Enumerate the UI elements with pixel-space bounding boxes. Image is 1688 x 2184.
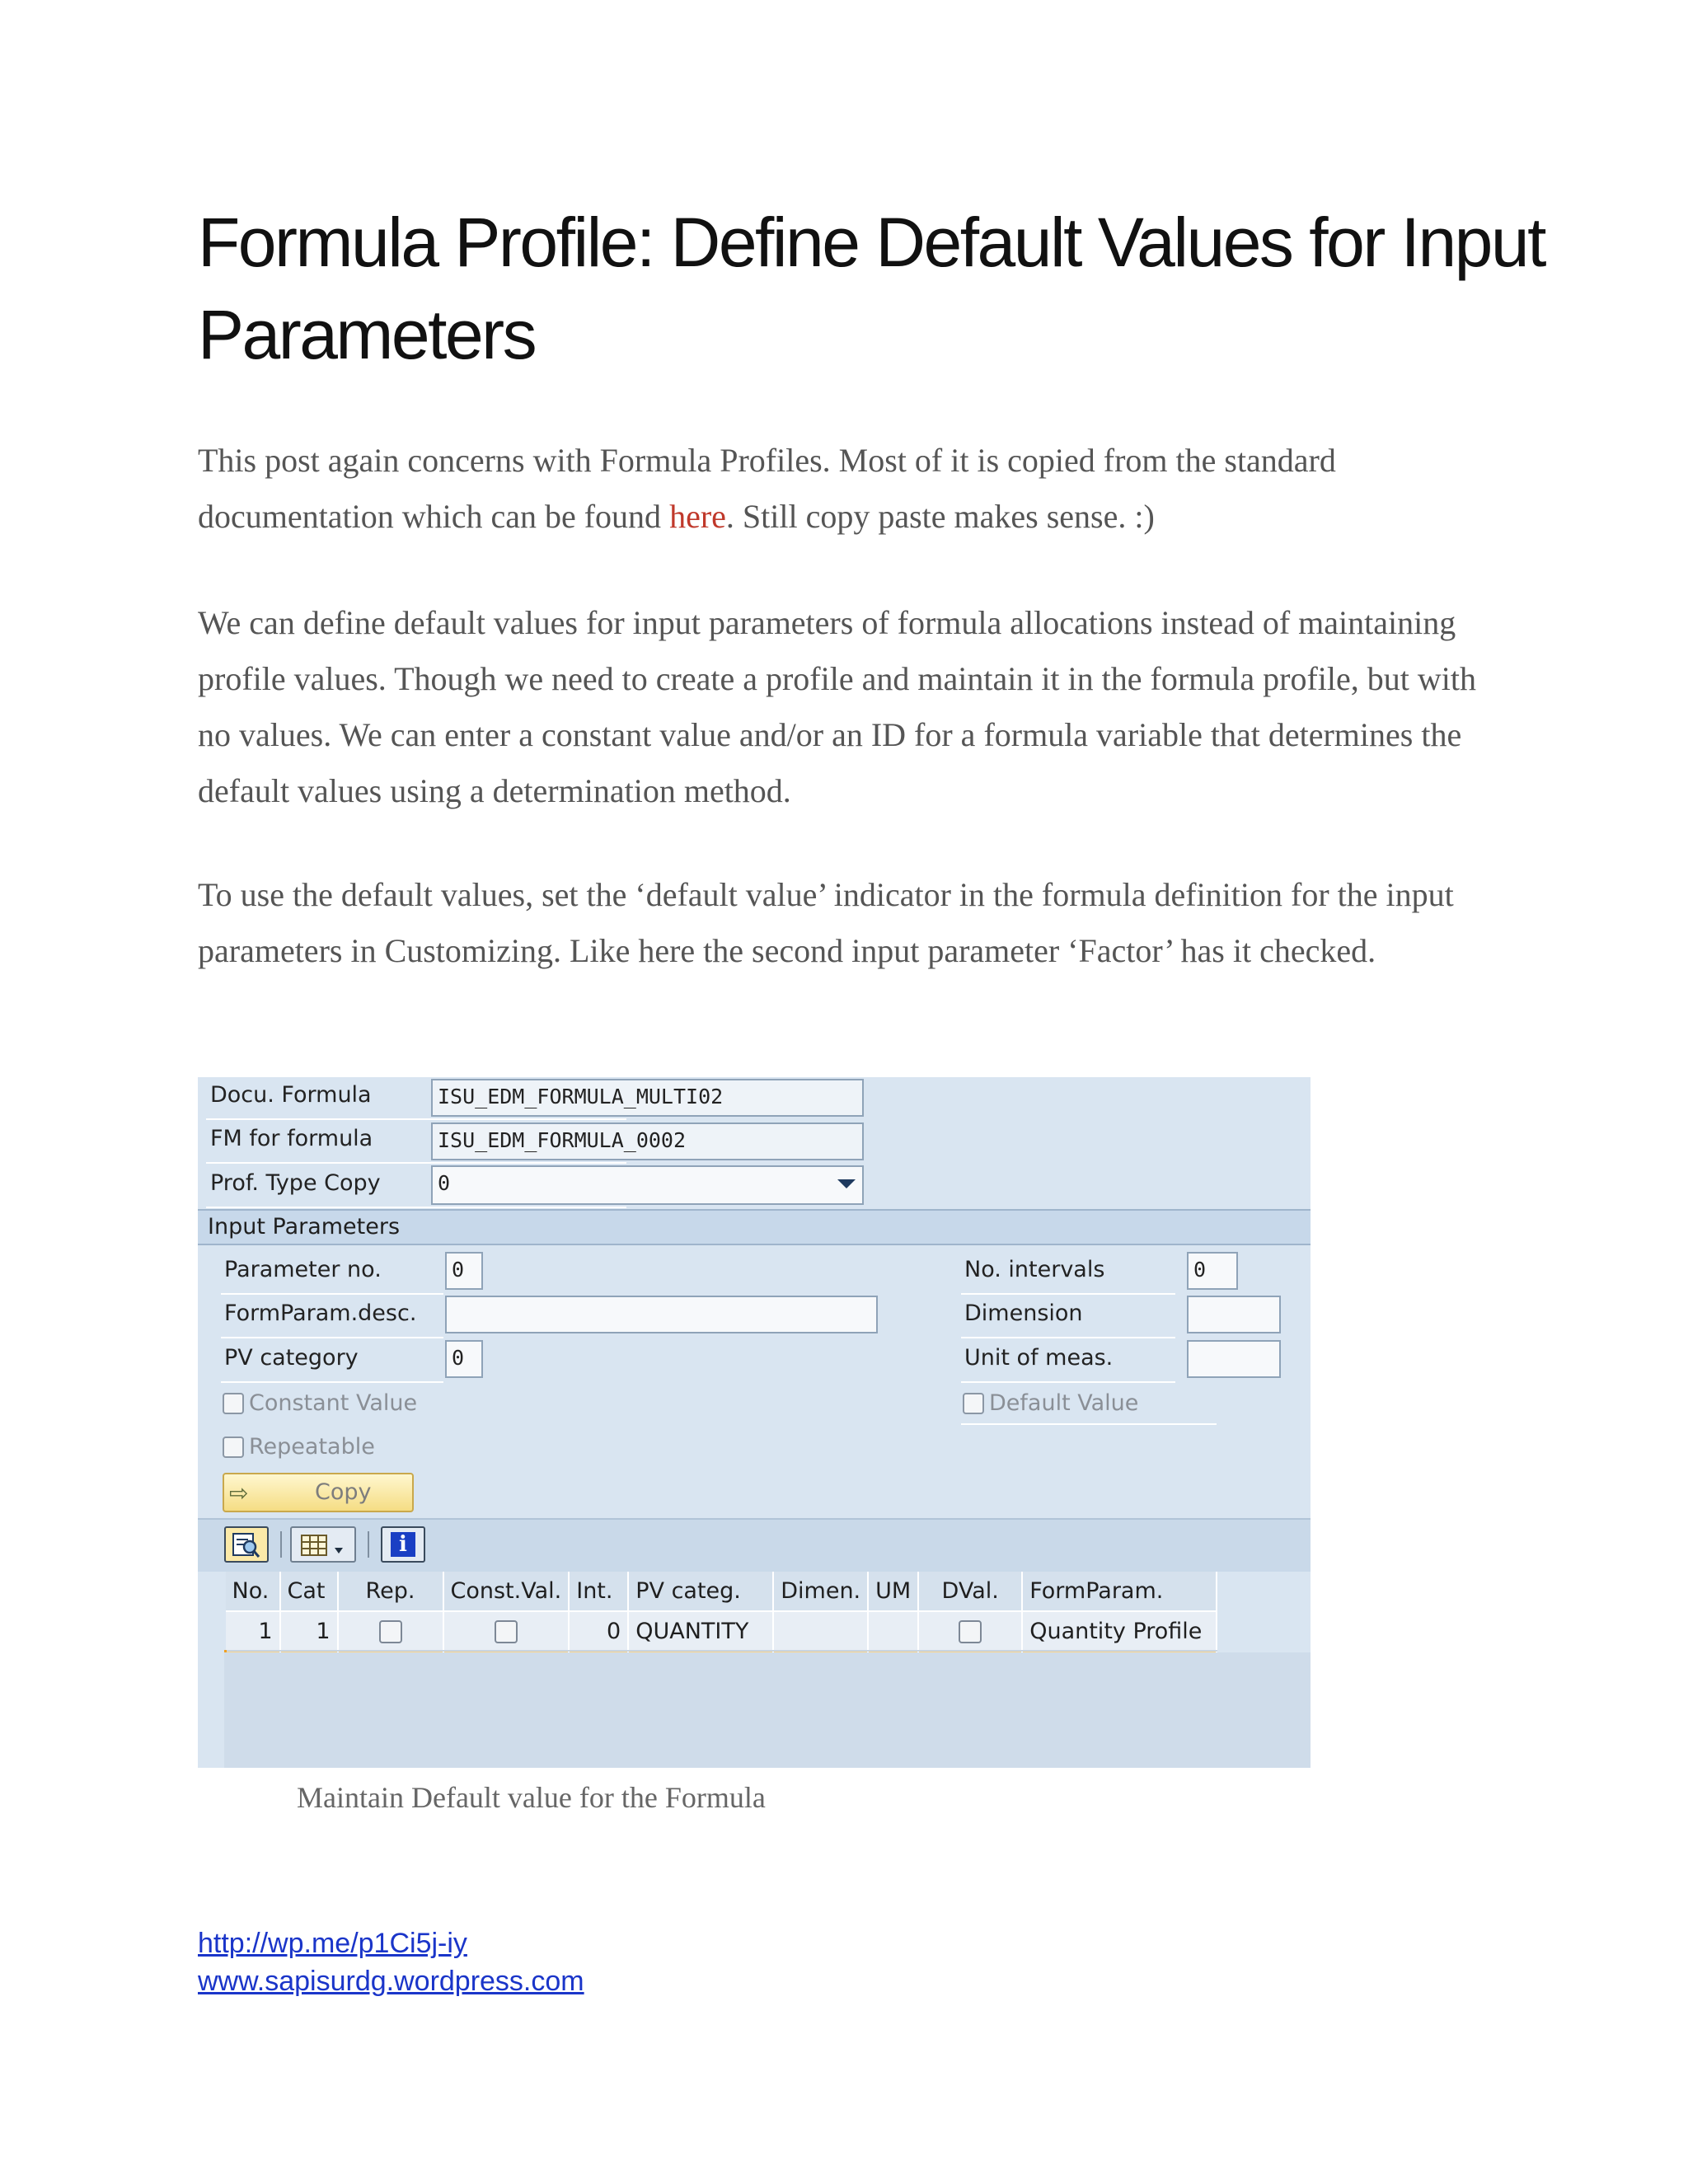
details-button[interactable] xyxy=(224,1526,269,1563)
cell-dimen xyxy=(773,1611,868,1651)
info-button[interactable] xyxy=(381,1526,425,1563)
col-header-no[interactable]: No. xyxy=(226,1572,280,1611)
default-value-checkbox[interactable] xyxy=(963,1393,984,1414)
col-header-rep[interactable]: Rep. xyxy=(338,1572,443,1611)
table-toolbar xyxy=(198,1518,1311,1572)
parameter-no-field[interactable]: 0 xyxy=(445,1252,483,1290)
intro-text-before: This post again concerns with Formula Profiles. Most of it is copied from the standard documentation which can be found xyxy=(198,442,1336,535)
input-parameters-header xyxy=(198,1209,1311,1245)
intro-paragraph xyxy=(198,433,1492,545)
col-header-formparam[interactable]: FormParam. xyxy=(1022,1572,1217,1611)
no-intervals-field[interactable]: 0 xyxy=(1187,1252,1238,1290)
prof-type-copy-dropdown[interactable] xyxy=(431,1165,864,1205)
cell-const-val xyxy=(443,1611,570,1651)
toolbar-separator xyxy=(280,1531,282,1558)
input-parameters-title: Input Parameters xyxy=(208,1214,401,1240)
default-values-paragraph: We can define default values for input parameters of formula allocations instead of maintaining profile values. Though we need to create a profile and maintain it in the formula profile, but with no values. We can enter a constant value and/or an ID for a formula variable that determines the default values using a determination method. xyxy=(198,604,1476,809)
label-underline xyxy=(961,1381,1175,1383)
constant-value-checkbox[interactable] xyxy=(223,1393,244,1414)
figure-caption: Maintain Default value for the Formula xyxy=(297,1781,766,1814)
table-row[interactable] xyxy=(226,1611,1217,1651)
label-underline xyxy=(961,1423,1217,1425)
label-underline xyxy=(206,1118,626,1120)
label-underline xyxy=(961,1337,1175,1338)
page-title: Formula Profile: Define Default Values for Input Parameters xyxy=(198,204,1545,373)
copy-button-label: Copy xyxy=(315,1479,372,1505)
formparam-desc-field[interactable] xyxy=(445,1296,878,1333)
table-empty-area xyxy=(224,1652,1311,1768)
sap-formula-screenshot xyxy=(198,1077,1311,1768)
default-value-option[interactable] xyxy=(963,1390,1138,1416)
dimension-label: Dimension xyxy=(964,1301,1083,1326)
unit-of-measure-field[interactable] xyxy=(1187,1340,1281,1378)
cell-dval xyxy=(918,1611,1022,1651)
indicator-paragraph: To use the default values, set the ‘default value’ indicator in the formula definition for the input parameters in Customizing. Like here the second input parameter ‘Factor’ has it checked. xyxy=(198,876,1454,969)
info-icon: i xyxy=(391,1532,415,1557)
pv-category-label: PV category xyxy=(224,1345,359,1371)
label-underline xyxy=(221,1337,443,1338)
dval-checkbox[interactable] xyxy=(959,1620,982,1643)
label-underline xyxy=(221,1293,443,1295)
col-header-dimen[interactable]: Dimen. xyxy=(773,1572,868,1611)
constant-value-label: Constant Value xyxy=(249,1390,418,1416)
fm-formula-field[interactable]: ISU_EDM_FORMULA_0002 xyxy=(431,1122,864,1160)
copy-arrow-icon: ⇨ xyxy=(229,1479,249,1507)
label-underline xyxy=(961,1293,1175,1295)
docu-formula-label: Docu. Formula xyxy=(210,1082,372,1108)
layout-button[interactable] xyxy=(290,1526,356,1563)
grid-layout-icon xyxy=(298,1531,348,1559)
constant-value-option[interactable] xyxy=(223,1390,417,1416)
col-header-cat[interactable]: Cat xyxy=(280,1572,338,1611)
col-header-dval[interactable]: DVal. xyxy=(918,1572,1022,1611)
table-header-row xyxy=(226,1572,1217,1611)
magnifier-details-icon xyxy=(232,1531,261,1559)
rep-checkbox[interactable] xyxy=(379,1620,402,1643)
col-header-int[interactable]: Int. xyxy=(569,1572,628,1611)
cell-cat: 1 xyxy=(280,1611,338,1651)
col-header-const-val[interactable]: Const.Val. xyxy=(443,1572,570,1611)
prof-type-copy-value: 0 xyxy=(438,1171,451,1195)
label-underline xyxy=(221,1381,443,1383)
toolbar-separator xyxy=(368,1531,369,1558)
prof-type-copy-label: Prof. Type Copy xyxy=(210,1170,381,1196)
default-value-label: Default Value xyxy=(989,1390,1139,1416)
footer-links xyxy=(198,1924,584,2000)
repeatable-label: Repeatable xyxy=(249,1434,375,1460)
repeatable-option[interactable] xyxy=(223,1434,375,1460)
formparam-desc-label: FormParam.desc. xyxy=(224,1301,417,1326)
label-underline xyxy=(206,1207,626,1208)
chevron-down-icon[interactable] xyxy=(837,1179,856,1188)
short-link[interactable]: http://wp.me/p1Ci5j-iy xyxy=(198,1928,467,1959)
copy-button[interactable] xyxy=(223,1473,414,1512)
const-val-checkbox[interactable] xyxy=(495,1620,518,1643)
col-header-pv-categ[interactable]: PV categ. xyxy=(628,1572,773,1611)
label-underline xyxy=(206,1162,626,1164)
cell-no: 1 xyxy=(226,1611,280,1651)
cell-rep xyxy=(338,1611,443,1651)
no-intervals-label: No. intervals xyxy=(964,1257,1105,1282)
blog-link[interactable]: www.sapisurdg.wordpress.com xyxy=(198,1966,584,1997)
repeatable-checkbox[interactable] xyxy=(223,1436,244,1458)
cell-um xyxy=(868,1611,918,1651)
col-header-um[interactable]: UM xyxy=(868,1572,918,1611)
parameter-no-label: Parameter no. xyxy=(224,1257,382,1282)
dimension-field[interactable] xyxy=(1187,1296,1281,1333)
documentation-link[interactable]: here xyxy=(669,498,726,535)
fm-formula-label: FM for formula xyxy=(210,1126,373,1151)
cell-pv-categ: QUANTITY xyxy=(628,1611,773,1651)
pv-category-field[interactable]: 0 xyxy=(445,1340,483,1378)
unit-of-measure-label: Unit of meas. xyxy=(964,1345,1114,1371)
cell-int: 0 xyxy=(569,1611,628,1651)
cell-formparam: Quantity Profile xyxy=(1022,1611,1217,1651)
docu-formula-field[interactable]: ISU_EDM_FORMULA_MULTI02 xyxy=(431,1079,864,1117)
intro-text-after: . Still copy paste makes sense. :) xyxy=(725,498,1155,535)
